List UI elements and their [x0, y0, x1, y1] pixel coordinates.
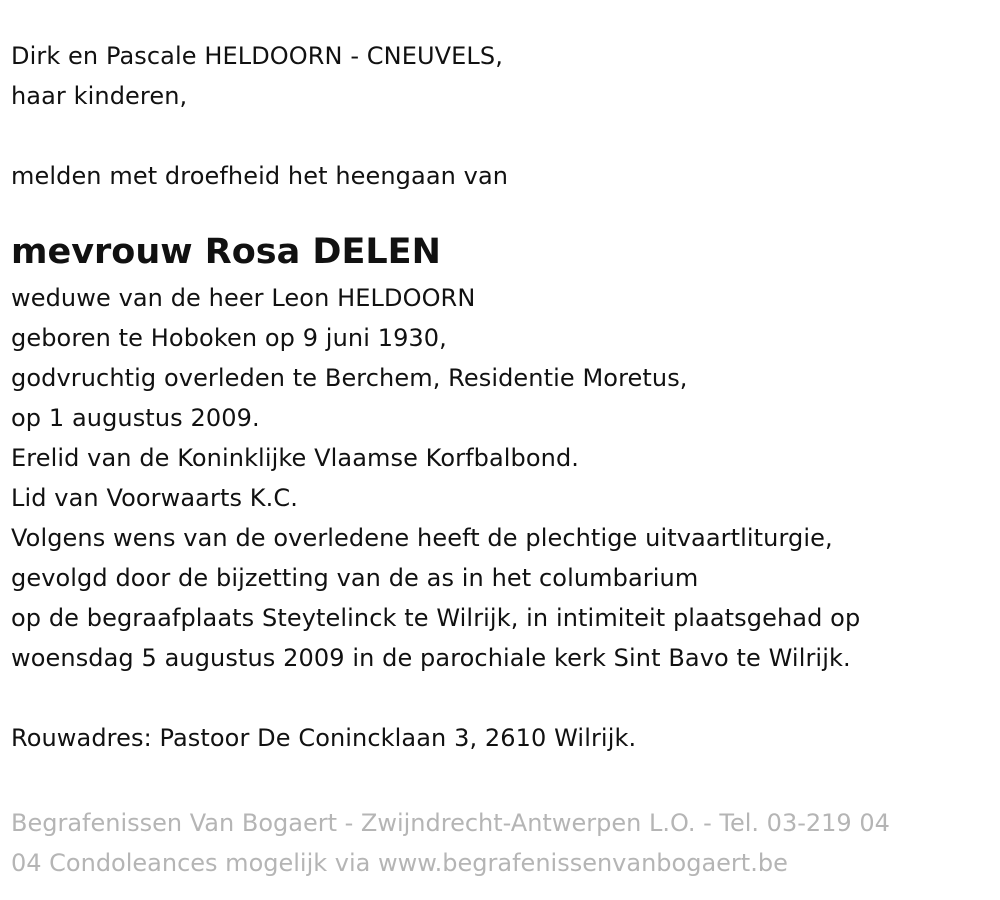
spacer: [11, 678, 986, 718]
spacer: [11, 196, 986, 226]
mourning-address: Rouwadres: Pastoor De Conincklaan 3, 2610 Wilrijk.: [11, 724, 637, 752]
detail-line: Lid van Voorwaarts K.C.: [11, 484, 298, 512]
deceased-name: mevrouw Rosa DELEN: [11, 232, 441, 272]
detail-line: geboren te Hoboken op 9 juni 1930,: [11, 324, 447, 352]
footer-line-1: Begrafenissen Van Bogaert - Zwijndrecht-Antwerpen L.O. - Tel. 03-219 04: [11, 809, 890, 837]
detail-line: op de begraafplaats Steytelinck te Wilrijk, in intimiteit plaatsgehad op: [11, 604, 861, 632]
announcement-text: melden met droefheid het heengaan van: [11, 162, 509, 190]
detail-line: Erelid van de Koninklijke Vlaamse Korfbalbond.: [11, 444, 580, 472]
detail-line: woensdag 5 augustus 2009 in de parochiale kerk Sint Bavo te Wilrijk.: [11, 644, 851, 672]
detail-line: Volgens wens van de overledene heeft de plechtige uitvaartliturgie,: [11, 524, 833, 552]
spacer: [11, 116, 986, 156]
detail-line: op 1 augustus 2009.: [11, 404, 260, 432]
death-notice: [11, 36, 986, 758]
detail-line: gevolgd door de bijzetting van de as in het columbarium: [11, 564, 699, 592]
detail-line: godvruchtig overleden te Berchem, Residentie Moretus,: [11, 364, 688, 392]
family-line-2: haar kinderen,: [11, 82, 188, 110]
footer-line-2: 04 Condoleances mogelijk via www.begrafenissenvanbogaert.be: [11, 849, 788, 877]
family-line-1: Dirk en Pascale HELDOORN - CNEUVELS,: [11, 42, 503, 70]
funeral-home-footer: [11, 803, 986, 883]
detail-line: weduwe van de heer Leon HELDOORN: [11, 284, 476, 312]
